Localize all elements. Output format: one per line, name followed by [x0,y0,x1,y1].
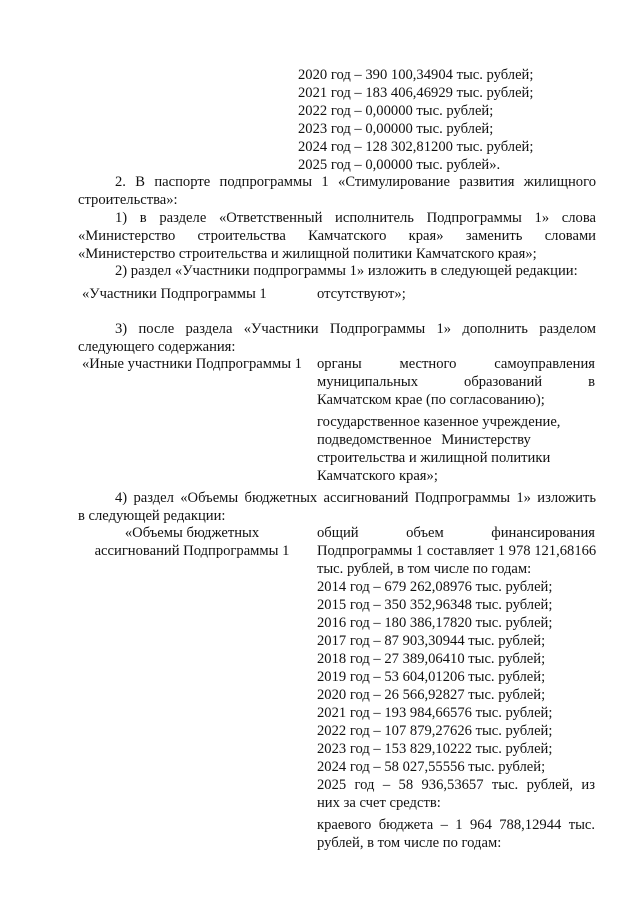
value-line: 2017 год – 87 903,30944 тыс. рублей; [317,633,546,649]
value-line: Подпрограммы 1 составляет 1 978 121,68166 [317,543,597,559]
paragraph-line: следующего содержания: [78,339,236,355]
value-line: 2021 год – 193 984,66576 тыс. рублей; [317,705,553,721]
year-line: 2020 год – 390 100,34904 тыс. рублей; [298,67,534,83]
year-line: 2024 год – 128 302,81200 тыс. рублей; [298,139,534,155]
year-line: 2022 год – 0,00000 тыс. рублей; [298,103,494,119]
value-line: 2024 год – 58 027,55556 тыс. рублей; [317,759,546,775]
other-participants-label: «Иные участники Подпрограммы 1 [82,356,302,372]
paragraph-line: строительства»: [78,192,178,208]
value-line: 2020 год – 26 566,92827 тыс. рублей; [317,687,546,703]
label-line: ассигнований Подпрограммы 1 [94,543,290,559]
paragraph-2-2 [78,262,596,280]
value-line: них за счет средств: [317,795,441,811]
other-participants-value [317,355,595,485]
value-line: 2018 год – 27 389,06410 тыс. рублей; [317,651,546,667]
participants-label: «Участники Подпрограммы 1 [82,286,267,302]
paragraph-2 [78,173,596,209]
paragraph-line: 2. В паспорте подпрограммы 1 «Стимулирование развития жилищного [115,174,596,190]
paragraph-line: в следующей редакции: [78,508,226,524]
participants-value: отсутствуют»; [317,286,406,302]
value-line: 2015 год – 350 352,96348 тыс. рублей; [317,597,553,613]
paragraph-2-4 [78,489,596,525]
value-line: 2014 год – 679 262,08976 тыс. рублей; [317,579,553,595]
paragraph-line: 2) раздел «Участники подпрограммы 1» изложить в следующей редакции: [115,263,578,279]
paragraph-line: «Министерство строительства Камчатского края» заменить словами [78,228,596,244]
value-line: подведомственное Министерству [317,432,531,448]
value-line: общий объем финансирования [317,525,595,541]
value-line: 2023 год – 153 829,10222 тыс. рублей; [317,741,553,757]
paragraph-2-3 [78,320,596,356]
value-line: муниципальных образований в [317,374,595,390]
value-line: краевого бюджета – 1 964 788,12944 тыс. [317,817,595,833]
value-line: 2016 год – 180 386,17820 тыс. рублей; [317,615,553,631]
paragraph-2-1 [78,209,596,263]
value-line: органы местного самоуправления [317,356,595,372]
year-line: 2021 год – 183 406,46929 тыс. рублей; [298,85,534,101]
value-line: 2019 год – 53 604,01206 тыс. рублей; [317,669,546,685]
paragraph-line: «Министерство строительства и жилищной политики Камчатского края»; [78,246,537,262]
paragraph-line: 3) после раздела «Участники Подпрограммы 1» дополнить разделом [115,321,596,337]
budget-value [317,524,595,852]
year-line: 2025 год – 0,00000 тыс. рублей». [298,157,501,173]
value-line: тыс. рублей, в том числе по годам: [317,561,532,577]
paragraph-line: 1) в разделе «Ответственный исполнитель Подпрограммы 1» слова [115,210,596,226]
budget-label [82,524,302,560]
value-line: рублей, в том числе по годам: [317,835,502,851]
value-line: строительства и жилищной политики [317,450,551,466]
value-line: Камчатском крае (по согласованию); [317,392,545,408]
label-line: «Объемы бюджетных [124,525,260,541]
value-line: 2022 год – 107 879,27626 тыс. рублей; [317,723,553,739]
value-line: Камчатского края»; [317,468,438,484]
top-years-list [298,66,558,174]
value-line: 2025 год – 58 936,53657 тыс. рублей, из [317,777,595,793]
value-line: государственное казенное учреждение, [317,414,561,430]
paragraph-line: 4) раздел «Объемы бюджетных ассигнований Подпрограммы 1» изложить [115,490,596,506]
year-line: 2023 год – 0,00000 тыс. рублей; [298,121,494,137]
